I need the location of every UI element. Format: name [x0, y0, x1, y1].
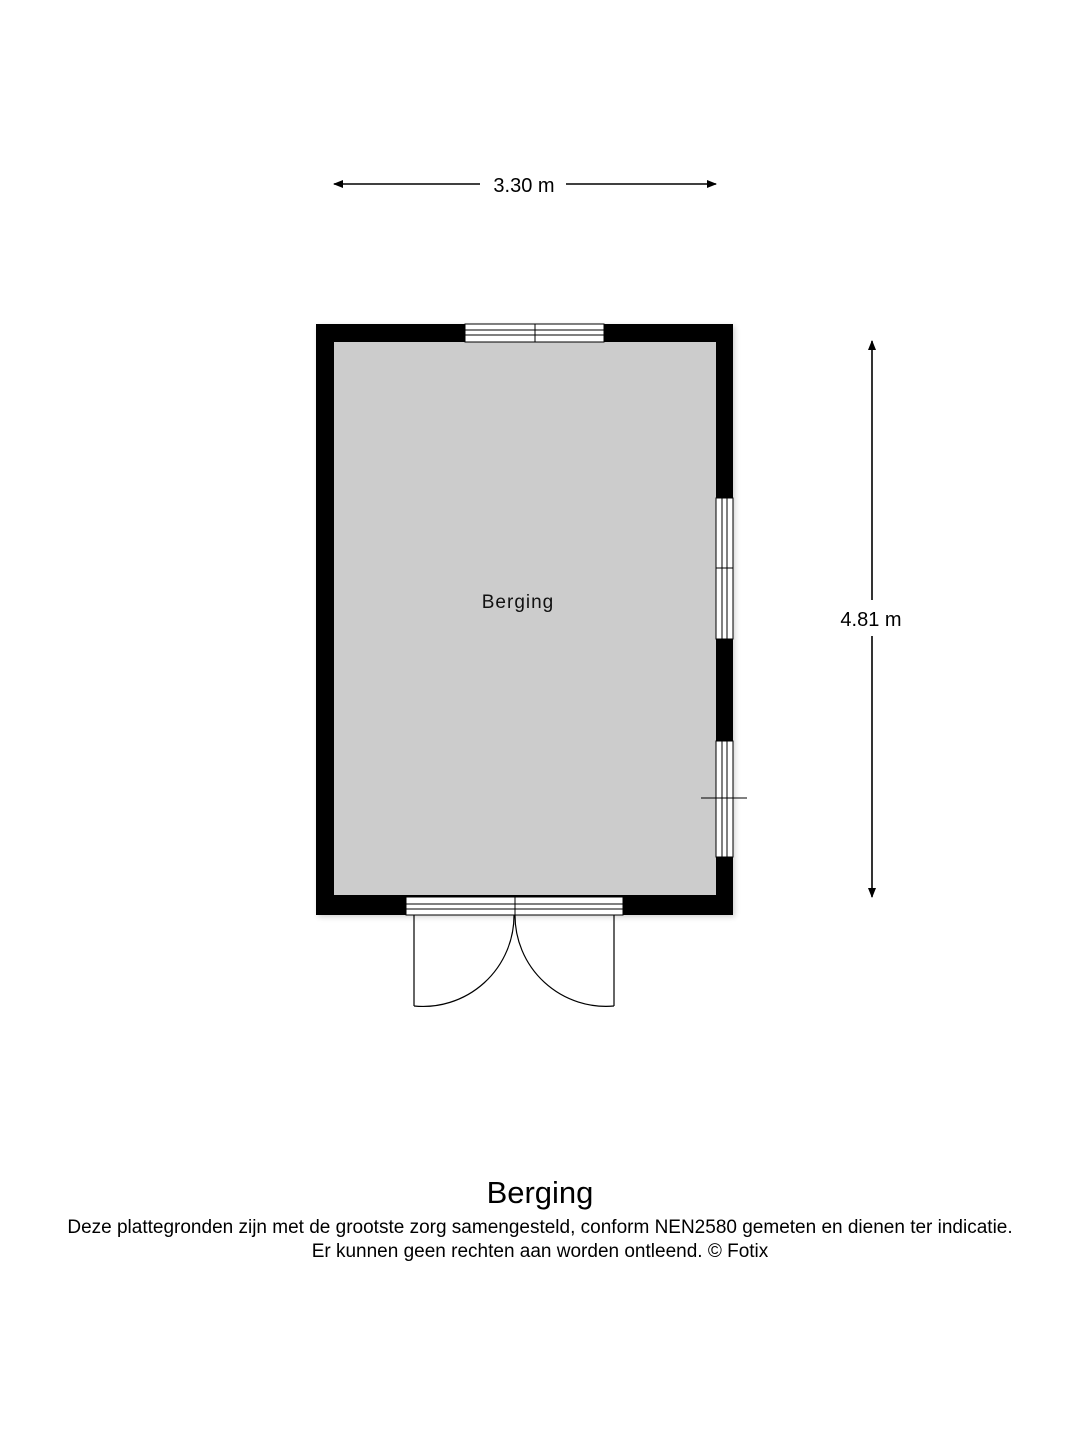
height-dimension-label: 4.81 m [840, 609, 902, 631]
width-dimension [334, 175, 716, 197]
room-label: Berging [481, 592, 555, 613]
right-window [716, 498, 733, 639]
top-window [465, 324, 604, 342]
double-door [406, 897, 623, 1006]
width-dimension-label: 3.30 m [493, 175, 555, 197]
room-floor [334, 342, 716, 895]
height-dimension [840, 341, 901, 897]
disclaimer-line-1: Deze plattegronden zijn met de grootste zorg samengesteld, conform NEN2580 gemeten en dienen ter indicatie. [67, 1217, 1013, 1238]
plan-title: Berging [486, 1175, 594, 1210]
door-swing-left [414, 915, 514, 1006]
door-swing-right [515, 915, 614, 1006]
disclaimer-line-2: Er kunnen geen rechten aan worden ontleend. © Fotix [311, 1241, 769, 1262]
